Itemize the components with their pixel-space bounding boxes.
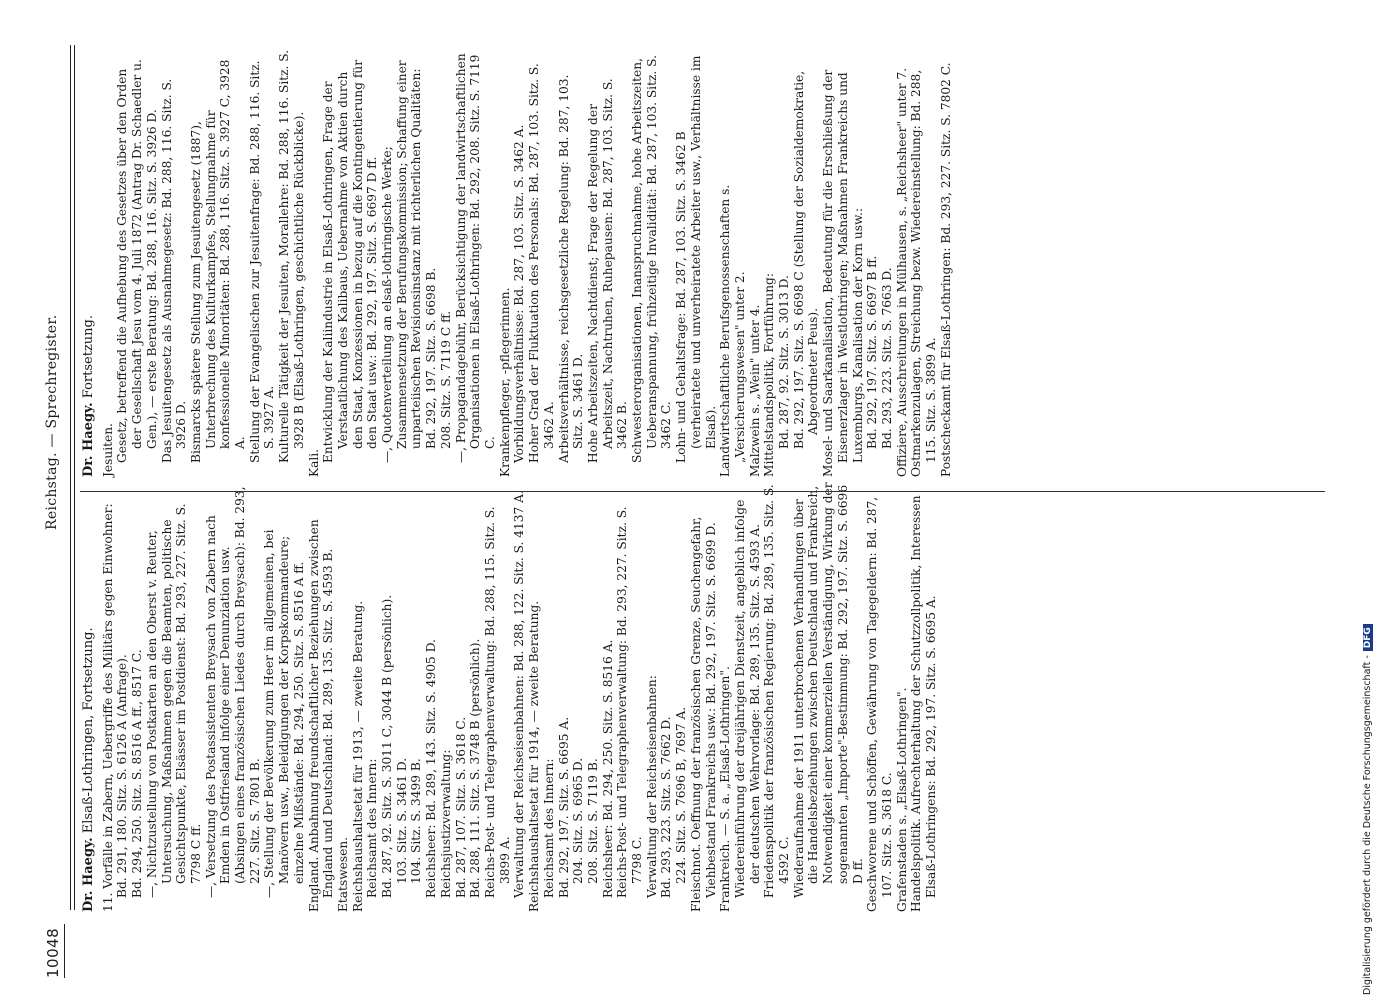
index-subentry: Lohn- und Gehaltsfrage: Bd. 287, 103. Sitz. S. 3462 B (verheiratete und unverheiratete Arbeiter usw., Verhältnisse im Elsaß). [674, 55, 718, 463]
index-subentry: Reichsheer: Bd. 289, 143. Sitz. S. 4905 D. [424, 639, 439, 898]
left-column [82, 482, 939, 912]
right-column-heading [82, 47, 97, 477]
index-subentry: Schwesterorganisationen, Inanspruchnahme, hohe Arbeitszeiten, Ueberanspannung, frühzeitige Invalidität: Bd. 287, 103. Sitz. S. 3462 C. [630, 55, 674, 463]
left-entry-list [101, 482, 939, 912]
index-entry: Fleischnot. Oeffnung der französischen Grenze, Seuchengefahr, Viehbestand Frankreichs usw.: Bd. 292, 197. Sitz. S. 6699 D. [688, 516, 718, 912]
index-entry: England. Anbahnung freundschaftlicher Beziehungen zwischen England und Deutschland: Bd. 289, 135. Sitz. S. 4593 B. [306, 519, 336, 912]
index-subentry: 103. Sitz. S. 3461 D. [394, 757, 409, 884]
left-column-heading [82, 482, 97, 912]
index-entry: Jesuiten. [100, 423, 115, 477]
index-entry: Malzwein s. „Wein" unter 4. [747, 304, 762, 477]
digitization-note: Digitalisierung gefördert durch die Deutsche Forschungsgemeinschaft - [1362, 655, 1373, 995]
index-entry: Geschworene und Schöffen, Gewährung von Tagegeldern: Bd. 287, 107. Sitz. S. 3618 C. [865, 496, 894, 912]
index-subentry: Friedenspolitik der französischen Regierung: Bd. 289, 135. Sitz. S. 4592 C. [762, 484, 792, 898]
index-entry: Landwirtschaftliche Berufsgenossenschaften s. „Versicherungswesen" unter 2. [718, 184, 747, 477]
index-subentry: Verwaltung der Reichseisenbahnen: Bd. 288, 122. Sitz. S. 4137 A. [512, 490, 527, 898]
index-subentry: —, Versetzung des Postassistenten Breysach von Zabern nach Emden in Ostfriesland infolge einer Denunziation usw. (Absingen eines französischen Liedes durch Breysach): Bd. 293, 227. Sitz. S. 7801 B. [203, 486, 262, 898]
index-subentry: Entwicklung der Kaliindustrie in Elsaß-Lothringen, Frage der Verstaatlichung des Kalibaus, Uebernahme von Aktien durch den Staat, Konzessionen in bezug auf die Kontingentierung für den Staat usw.: Bd. 292, 197. Sitz. S. 6697 D ff. [321, 59, 380, 463]
index-subentry: Hohe Arbeitszeiten, Nachtdienst; Frage der Regelung der Arbeitszeit, Nachtruhen, Ruhepausen: Bd. 287, 103. Sitz. S. 3462 B. [585, 78, 630, 463]
index-subentry: Hoher Grad der Fluktuation des Personals: Bd. 287, 103. Sitz. S. 3462 A. [527, 63, 556, 463]
index-subentry: Kulturelle Tätigkeit der Jesuiten, Morallehre: Bd. 288, 116. Sitz. S. 3928 B (Elsaß-Lothringen, geschichtliche Rückblicke). [277, 49, 306, 463]
index-subentry: Bd. 293, 223. Sitz. S. 7663 D. [879, 267, 894, 449]
right-entry-list [101, 47, 954, 477]
index-subentry: Reichsjustizverwaltung: [438, 749, 453, 898]
index-entry: Mosel- und Saarkanalisation, Bedeutung für die Erschließung der Eisenerzlager in Westlothringen; Maßnahmen Frankreichs und Luxemburgs, Kanalisation der Korn usw.: [821, 69, 865, 477]
index-subentry: Bd. 287, 92. Sitz. S. 3011 C, 3044 B (persönlich). [380, 594, 395, 898]
index-subentry: Wiedereinführung der dreijährigen Dienstzeit, angeblich infolge der deutschen Wehrvorlage: Bd. 289, 135. Sitz. S. 4593 A. [732, 499, 762, 898]
index-subentry: —, Quotenverteilung an elsaß-lothringische Werke; Zusammensetzung der Berufungskommission; Schaffung einer unparteiischen Revisionsinstanz mit richterlichen Qualitäten: [380, 60, 424, 463]
index-entry: Ostmarkenzulagen, Streichung bezw. Wiedereinstellung: Bd. 288, 115. Sitz. S. 3899 A. [909, 69, 939, 477]
index-subentry: —, Stellung der Bevölkerung zum Heer im allgemeinen, bei Manövern usw., Beleidigungen der Korpskommandeure; einzelne Mißstände: Bd. 294, 250. Sitz. S. 8516 A ff. [262, 529, 306, 898]
index-subentry: Reichsamt des Innern: [541, 758, 556, 898]
index-subentry: Bd. 291, 180. Sitz. S. 6126 A (Anfrage). [115, 654, 130, 898]
index-entry: Frankreich. — S. a. „Elsaß-Lothringen". [718, 666, 733, 912]
index-subentry: Bd. 294, 250. Sitz. S. 8516 A ff., 8517 C. [130, 649, 145, 898]
index-subentry: 104. Sitz. S. 3499 B. [409, 758, 424, 884]
heading-continuation: Elsaß-Lothringen, Fortsetzung. [81, 627, 96, 834]
index-subentry: Reichs-Post- und Telegraphenverwaltung: Bd. 288, 115. Sitz. S. 3899 A. [482, 506, 512, 898]
index-subentry: Gesetz, betreffend die Aufhebung des Gesetzes über den Orden der Gesellschaft Jesu vom 4. Juli 1872 (Antrag Dr. Schaedler u. Gen.), — erste Beratung: Bd. 288, 116. Sitz. S. 3926 D. [115, 59, 159, 463]
index-entry: Handelspolitik. Aufrechterhaltung der Schutzzollpolitik, Interessen Elsaß-Lothringens: Bd. 292, 197. Sitz. S. 6695 A. [909, 495, 939, 912]
page-number: 10048 [44, 927, 62, 978]
index-entry: Reichshaushaltsetat für 1913, — zweite Beratung. [350, 600, 365, 912]
index-subentry: Stellung der Evangelischen zur Jesuitenfrage: Bd. 288, 116. Sitz. S. 3927 A. [247, 60, 277, 463]
dfg-logo: DFG [1363, 624, 1373, 651]
index-subentry: Wiederaufnahme der 1911 unterbrochenen Verhandlungen über die Handelsbeziehungen zwischen Deutschland und Frankreich, Notwendigkeit einer kommerziellen Verständigung, Wirkung der sogenannten „Importe"-Bestimmung: Bd. 292, 197. Sitz. S. 6696 D ff. [791, 482, 865, 898]
speaker-name: Dr. Haegy. [81, 402, 96, 477]
index-subentry: Reichs-Post- und Telegraphenverwaltung: Bd. 293, 227. Sitz. S. 7798 C. [615, 506, 645, 898]
index-subentry: 224. Sitz. S. 7696 B, 7697 A. [674, 706, 689, 884]
index-subentry: Vorbildungsverhältnisse: Bd. 287, 103. Sitz. S. 3462 A. [512, 124, 527, 463]
index-subentry: 208. Sitz. S. 7119 B. [585, 758, 600, 884]
index-entry: Kali. [306, 448, 321, 477]
heading-continuation: Fortsetzung. [81, 315, 96, 399]
right-column [82, 47, 953, 477]
index-subentry: Bd. 292, 197. Sitz. S. 6697 B ff. [865, 255, 880, 449]
digitization-footer [1362, 0, 1373, 995]
index-subentry: Bd. 292, 197. Sitz. S. 6695 A. [556, 716, 571, 898]
index-subentry: —, Nichtzustellung von Postkarten an den Oberst v. Reuter, Untersuchung, Maßnahmen gegen die Beamten, politische Gesichtspunkte, Elsässer im Postdienst: Bd. 293, 227. Sitz. S. 7798 C ff. [144, 503, 203, 898]
index-entry: Reichshaushaltsetat für 1914, — zweite Beratung. [527, 600, 542, 912]
index-subentry: 208. Sitz. S. 7119 C ff. [438, 310, 453, 449]
index-subentry: Das Jesuitengesetz als Ausnahmegesetz: Bd. 288, 116. Sitz. S. 3926 D. [159, 78, 189, 463]
index-subentry: Bd. 287, 107. Sitz. S. 3618 C. [453, 716, 468, 898]
index-entry: Postscheckamt für Elsaß-Lothringen: Bd. 293, 227. Sitz. S. 7802 C. [938, 62, 953, 477]
page-number-underline [64, 924, 65, 978]
index-entry: Mittelstandspolitik, Fortführung: [762, 273, 777, 477]
index-subentry: Bd. 292, 197. Sitz. S. 6698 B. [424, 267, 439, 449]
index-subentry: Verwaltung der Reichseisenbahnen: [644, 675, 659, 898]
index-entry: Grafenstaden s. „Elsaß-Lothringen". [894, 687, 909, 912]
index-subentry: Bd. 293, 223. Sitz. S. 7662 D. [659, 716, 674, 898]
column-separator [80, 491, 1325, 492]
index-subentry: Bd. 288, 111. Sitz. S. 3748 B (persönlich). [468, 638, 483, 898]
index-entry: Etatswesen. [335, 836, 350, 912]
index-subentry: Reichsamt des Innern: [365, 758, 380, 898]
index-subentry: Bismarcks spätere Stellung zum Jesuitengesetz (1887), Unterbrechung des Kulturkampfes, Stellungnahme für konfessionelle Minoritäten: Bd. 288, 116. Sitz. S. 3927 C, 3928 A. [188, 59, 248, 463]
header-rule-double [74, 45, 75, 910]
index-subentry: Reichsheer: Bd. 294, 250. Sitz. S. 8516 A. [600, 639, 615, 898]
index-subentry: Bd. 287, 92. Sitz. S. 3013 D. [777, 275, 792, 449]
index-entry: 11. Vorfälle in Zabern, Uebergriffe des Militärs gegen Einwohner: [100, 503, 115, 912]
index-subentry: Bd. 292, 197. Sitz. S. 6698 C (Stellung der Sozialdemokratie, Abgeordneter Peus). [791, 70, 821, 449]
header-rule [70, 45, 71, 910]
index-subentry: 204. Sitz. S. 6965 D. [571, 757, 586, 884]
speaker-name: Dr. Haegy. [81, 837, 96, 912]
running-title: Reichstag. — Sprechregister. [44, 314, 60, 530]
index-subentry: Arbeitsverhältnisse, reichsgesetzliche Regelung: Bd. 287, 103. Sitz. S. 3461 D. [556, 74, 586, 463]
index-subentry: —, Propagandagebühr, Berücksichtigung der landwirtschaftlichen Organisationen in Elsaß-Lothringen: Bd. 292, 208. Sitz. S. 7119 C. [453, 53, 497, 463]
index-entry: Krankenpfleger, -pflegerinnen. [497, 287, 512, 477]
index-entry: Offiziere, Ausschreitungen in Mülhausen, s. „Reichsheer" unter 7. [894, 67, 909, 477]
